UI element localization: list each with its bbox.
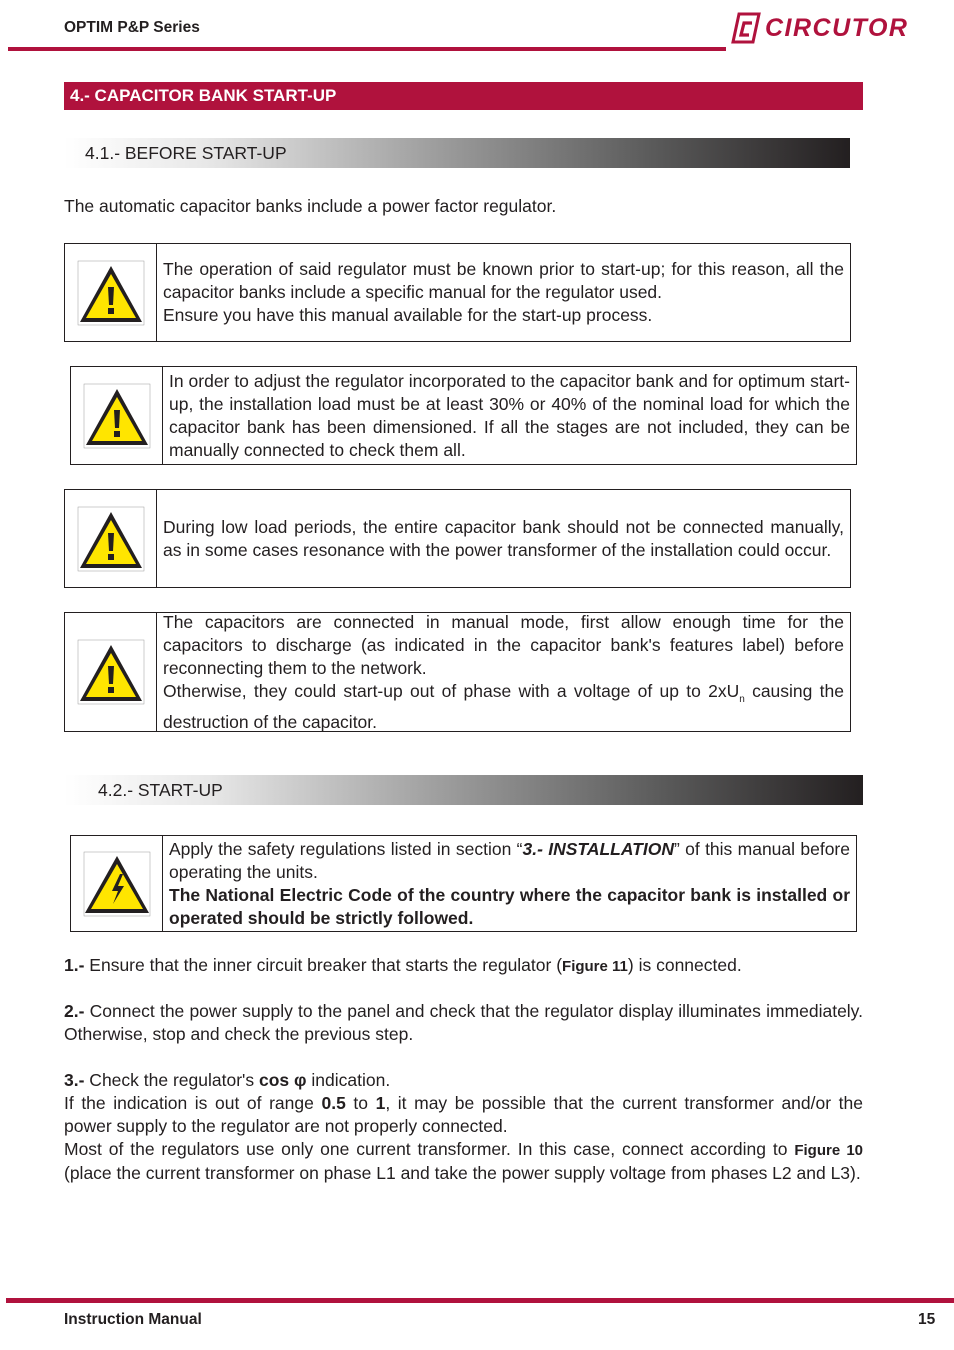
warning-box	[64, 612, 851, 732]
warning-icon-cell	[65, 490, 157, 587]
hazard-bold-line	[169, 884, 850, 930]
step-1	[64, 954, 863, 978]
warning-icon-cell	[65, 244, 157, 341]
figure-reference: Figure 11	[562, 958, 628, 975]
footer-title: Instruction Manual	[64, 1311, 202, 1328]
step-2	[64, 1000, 863, 1046]
warning-icon-cell	[71, 367, 163, 464]
cos-phi-label: cos φ	[258, 1070, 307, 1090]
page-number: 15	[918, 1311, 936, 1328]
high-voltage-icon	[82, 850, 152, 918]
warning-text	[157, 490, 850, 587]
warning-text	[157, 613, 850, 731]
step-text: If the indication is out of range	[64, 1093, 322, 1113]
warning-icon	[76, 638, 146, 706]
step-3	[64, 1069, 863, 1185]
step-number: 3.-	[64, 1070, 85, 1090]
warning-box	[64, 489, 851, 588]
hazard-bold-text: The National Electric Code of the country where the capacitor bank is installed or operated should be strictly followed.	[169, 884, 850, 928]
warning-box	[70, 366, 857, 465]
step-text: Most of the regulators use only one current transformer. In this case, connect according to	[64, 1139, 795, 1159]
step-3-line	[64, 1069, 863, 1092]
warning-line-part: causing the destruction of the capacitor.	[163, 680, 844, 732]
warning-text	[157, 244, 850, 341]
warning-line: The operation of said regulator must be known prior to start-up; for this reason, all the capacitor banks include a specific manual for the regulator used.	[163, 259, 844, 302]
subscript-n: n	[739, 693, 745, 705]
subsection-title: 4.2.- START-UP	[98, 780, 223, 800]
range-high: 1	[375, 1093, 386, 1113]
warning-line	[163, 680, 844, 734]
warning-box	[64, 243, 851, 342]
warning-icon-cell	[65, 613, 157, 731]
warning-line: During low load periods, the entire capacitor bank should not be connected manually, as in some cases resonance with the power transformer of the installation could occur.	[163, 516, 844, 560]
hazard-text	[163, 836, 856, 931]
warning-icon	[82, 382, 152, 450]
step-text: Connect the power supply to the panel and check that the regulator display illuminates immediately. Otherwise, stop and check the previous step.	[64, 1001, 863, 1044]
step-text: to	[345, 1093, 376, 1113]
hazard-text-part: Apply the safety regulations listed in section “	[169, 838, 523, 859]
header-rule	[8, 47, 726, 51]
warning-text	[163, 367, 856, 464]
circutor-logo-icon	[730, 12, 762, 44]
intro-paragraph: The automatic capacitor banks include a power factor regulator.	[64, 196, 557, 216]
brand-logo	[730, 10, 908, 46]
hazard-box	[70, 835, 857, 932]
hazard-text-part: ” of this manual before operating the units.	[169, 838, 850, 882]
warning-icon	[76, 505, 146, 573]
warning-line-part: Otherwise, they could start-up out of phase with a voltage of up to 2xU	[163, 680, 740, 701]
hazard-line	[169, 838, 850, 884]
step-text: ) is connected.	[627, 955, 742, 975]
step-text: Ensure that the inner circuit breaker that starts the regulator (	[84, 955, 563, 975]
step-number: 2.-	[64, 1001, 85, 1021]
warning-line: In order to adjust the regulator incorporated to the capacitor bank and for optimum start-up, the installation load must be at least 30% or 40% of the nominal load for which the capacitor bank has been dimensioned. If all the stages are not included, they can be manually connected to check them all.	[169, 370, 850, 460]
warning-icon	[76, 259, 146, 327]
section-title: 4.- CAPACITOR BANK START-UP	[70, 86, 337, 105]
warning-line: The capacitors are connected in manual mode, first allow enough time for the capacitors to discharge (as indicated in the capacitor bank's features label) before reconnecting them to the network.	[163, 611, 844, 678]
section-reference: 3.- INSTALLATION	[522, 838, 674, 859]
footer-rule	[6, 1298, 954, 1303]
subsection-title: 4.1.- BEFORE START-UP	[85, 143, 287, 163]
step-3-range	[64, 1092, 863, 1138]
step-text: (place the current transformer on phase L1 and take the power supply voltage from phases L2 and L3).	[64, 1163, 861, 1183]
step-text: Check the regulator's	[84, 1070, 259, 1090]
step-3-ct	[64, 1138, 863, 1185]
header-series: OPTIM P&P Series	[64, 19, 200, 36]
step-text: indication.	[306, 1070, 391, 1090]
step-text: , it may be possible that the current transformer and/or the power supply to the regulator are not properly connected.	[64, 1093, 863, 1136]
step-number: 1.-	[64, 955, 85, 975]
figure-reference: Figure 10	[794, 1142, 864, 1159]
hazard-icon-cell	[71, 836, 163, 931]
warning-line: Ensure you have this manual available for the start-up process.	[163, 305, 653, 325]
brand-name: CIRCUTOR	[765, 13, 909, 42]
range-low: 0.5	[321, 1093, 346, 1113]
